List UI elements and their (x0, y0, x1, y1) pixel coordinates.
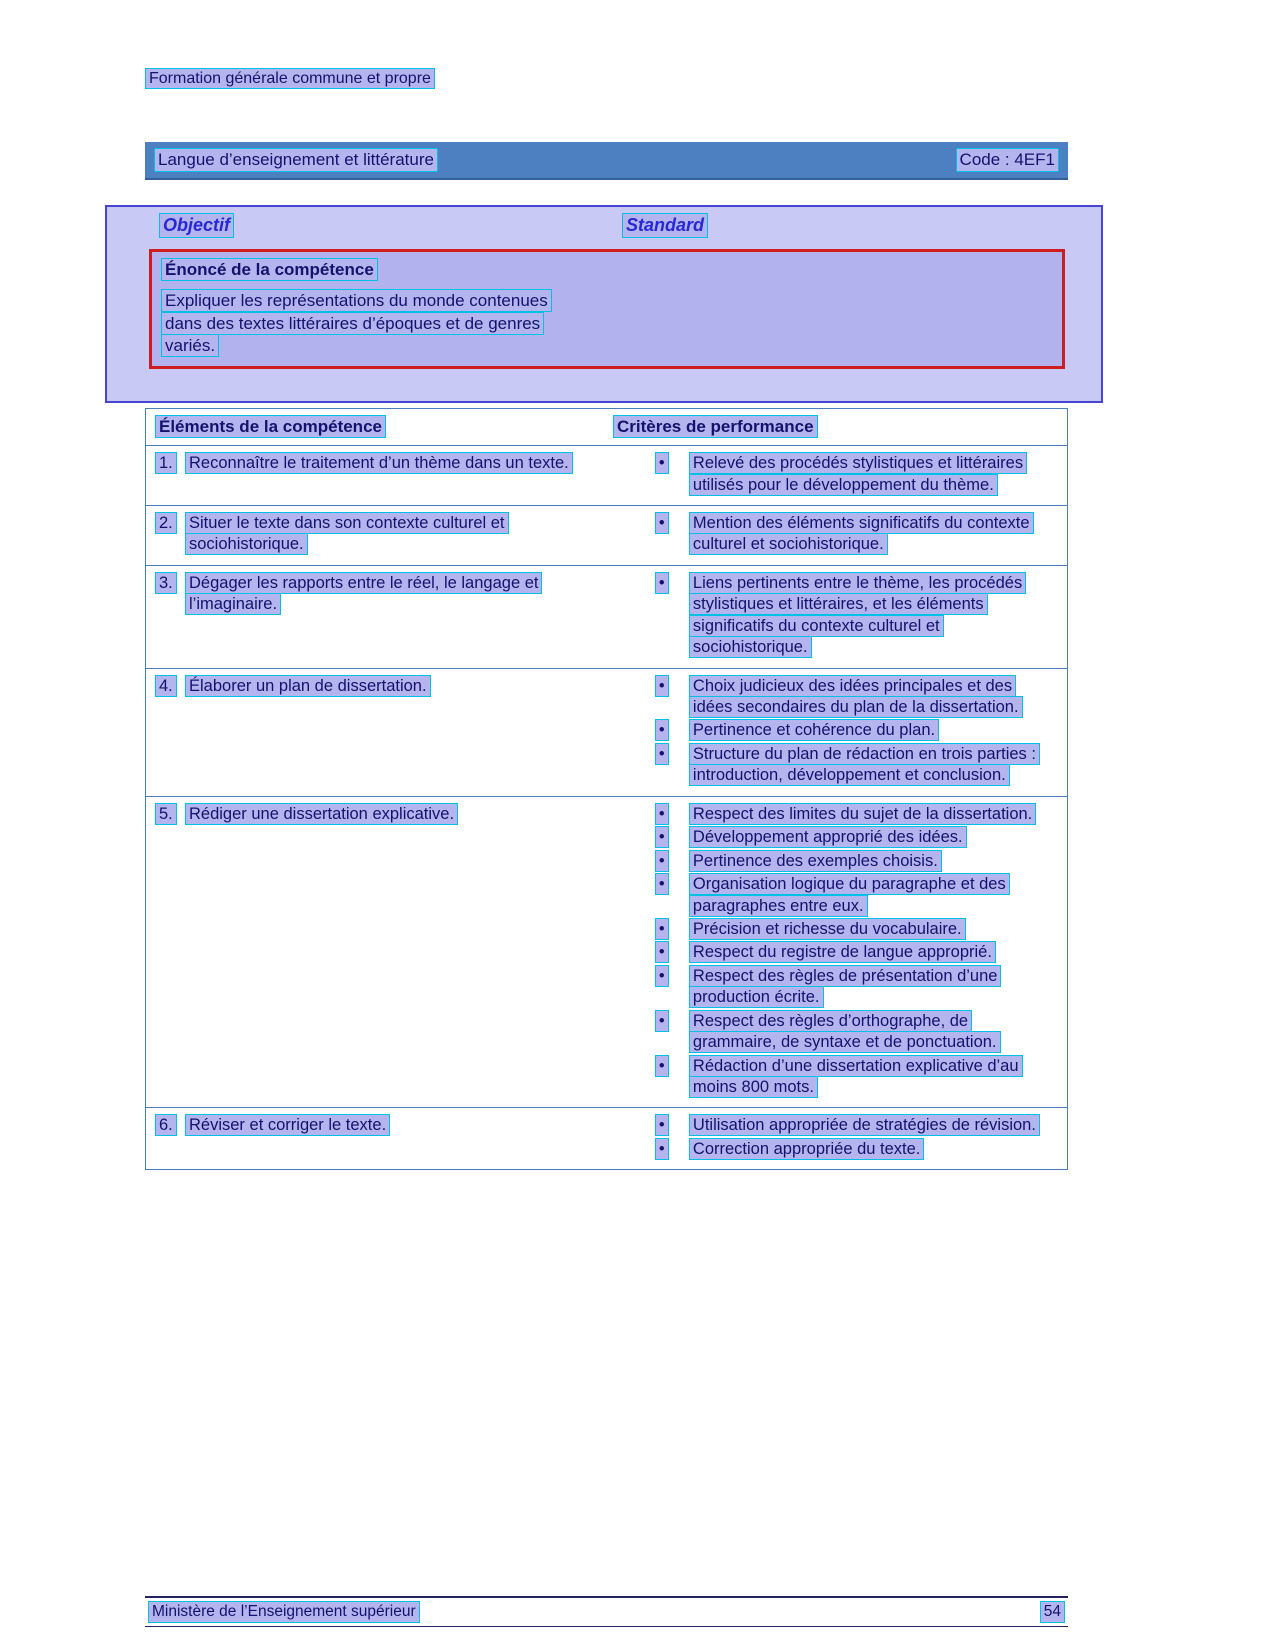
criterion-text: Correction appropriée du texte. (689, 1138, 924, 1160)
row-number: 2. (155, 512, 177, 534)
bullet-icon: • (655, 826, 669, 848)
table-row (146, 446, 1067, 506)
document-category (145, 70, 435, 88)
criterion-item (650, 513, 1067, 556)
criterion-item (650, 1056, 1067, 1099)
enonce-text: Expliquer les représentations du monde contenues dans des textes littéraires d’époques et de genres variés. (161, 289, 552, 357)
table-row (146, 797, 1067, 1109)
objectif-standard-section (105, 205, 1103, 403)
standard-heading: Standard (622, 213, 708, 238)
bullet-icon: • (655, 803, 669, 825)
element-text: Reconnaître le traitement d’un thème dans un texte. (185, 452, 573, 474)
row-number: 4. (155, 675, 177, 697)
criterion-item (650, 851, 1067, 872)
criterion-text: Précision et richesse du vocabulaire. (689, 918, 966, 940)
row-number: 3. (155, 572, 177, 594)
criterion-text: Rédaction d’une dissertation explicative d’au moins 800 mots. (689, 1055, 1023, 1098)
criterion-text: Choix judicieux des idées principales et des idées secondaires du plan de la dissertation. (689, 675, 1023, 718)
bullet-icon: • (655, 1010, 669, 1032)
element-cell (146, 1108, 650, 1169)
table-row (146, 1108, 1067, 1169)
bullet-icon: • (655, 850, 669, 872)
criterion-text: Utilisation appropriée de stratégies de révision. (689, 1114, 1040, 1136)
element-text: Dégager les rapports entre le réel, le langage et l’imaginaire. (185, 572, 542, 615)
elements-column-header: Éléments de la compétence (155, 415, 386, 438)
bullet-icon: • (655, 918, 669, 940)
objectif-heading: Objectif (159, 213, 234, 238)
criteres-column-header: Critères de performance (613, 415, 818, 438)
criteres-column-header-cell (613, 416, 1067, 438)
criterion-text: Respect des règles d’orthographe, de grammaire, de syntaxe et de ponctuation. (689, 1010, 1001, 1053)
criterion-item (650, 573, 1067, 659)
bullet-icon: • (655, 572, 669, 594)
criterion-text: Respect des limites du sujet de la dissertation. (689, 803, 1036, 825)
header-bar (145, 142, 1068, 180)
bullet-icon: • (655, 1114, 669, 1136)
criterion-item (650, 966, 1067, 1009)
enonce-title-row (161, 259, 1053, 281)
enonce-title: Énoncé de la compétence (161, 258, 378, 281)
criterion-text: Développement approprié des idées. (689, 826, 967, 848)
criterion-item (650, 744, 1067, 787)
criterion-item (650, 1011, 1067, 1054)
criterion-item (650, 720, 1067, 741)
criterion-item (650, 1115, 1067, 1136)
element-text: Élaborer un plan de dissertation. (185, 675, 431, 697)
row-number: 6. (155, 1114, 177, 1136)
criterion-item (650, 804, 1067, 825)
competence-table (145, 408, 1068, 1170)
enonce-box (149, 249, 1065, 369)
bullet-icon: • (655, 452, 669, 474)
page-number: 54 (1040, 1601, 1065, 1623)
row-number: 5. (155, 803, 177, 825)
element-cell (146, 669, 650, 796)
element-cell (146, 506, 650, 565)
bullet-icon: • (655, 512, 669, 534)
bullet-icon: • (655, 1138, 669, 1160)
criterion-text: Relevé des procédés stylistiques et littéraires utilisés pour le développement du thème. (689, 452, 1027, 495)
criterion-text: Structure du plan de rédaction en trois parties : introduction, développement et conclusion. (689, 743, 1040, 786)
criterion-item (650, 1139, 1067, 1160)
bullet-icon: • (655, 1055, 669, 1077)
element-cell (146, 446, 650, 505)
page-footer (145, 1596, 1068, 1627)
bullet-icon: • (655, 719, 669, 741)
discipline-title: Langue d’enseignement et littérature (154, 148, 438, 172)
bullet-icon: • (655, 965, 669, 987)
row-number: 1. (155, 452, 177, 474)
criterion-text: Pertinence et cohérence du plan. (689, 719, 939, 741)
bullet-icon: • (655, 873, 669, 895)
criterion-text: Respect des règles de présentation d’une production écrite. (689, 965, 1002, 1008)
table-header-row (146, 409, 1067, 446)
criteria-cell (650, 669, 1067, 796)
enonce-paragraph (161, 290, 573, 357)
criterion-item (650, 942, 1067, 963)
table-row (146, 669, 1067, 797)
criterion-item (650, 453, 1067, 496)
footer-ministry: Ministère de l’Enseignement supérieur (148, 1601, 420, 1623)
criteria-cell (650, 446, 1067, 505)
element-cell (146, 566, 650, 668)
document-category-label: Formation générale commune et propre (145, 68, 435, 89)
criterion-text: Pertinence des exemples choisis. (689, 850, 942, 872)
criteria-cell (650, 566, 1067, 668)
bullet-icon: • (655, 675, 669, 697)
criteria-cell (650, 797, 1067, 1108)
criterion-text: Respect du registre de langue approprié. (689, 941, 996, 963)
element-text: Réviser et corriger le texte. (185, 1114, 390, 1136)
bullet-icon: • (655, 743, 669, 765)
elements-column-header-cell (146, 416, 613, 438)
criteria-cell (650, 506, 1067, 565)
criteria-cell (650, 1108, 1067, 1169)
criterion-text: Mention des éléments significatifs du contexte culturel et sociohistorique. (689, 512, 1034, 555)
criterion-text: Liens pertinents entre le thème, les procédés stylistiques et littéraires, et les éléments significatifs du contexte culturel et sociohistorique. (689, 572, 1026, 658)
element-text: Situer le texte dans son contexte culturel et sociohistorique. (185, 512, 509, 555)
criterion-item (650, 676, 1067, 719)
criterion-text: Organisation logique du paragraphe et des paragraphes entre eux. (689, 873, 1010, 916)
criterion-item (650, 827, 1067, 848)
course-code: Code : 4EF1 (956, 148, 1059, 172)
element-cell (146, 797, 650, 1108)
table-row (146, 506, 1067, 566)
element-text: Rédiger une dissertation explicative. (185, 803, 458, 825)
bullet-icon: • (655, 941, 669, 963)
criterion-item (650, 874, 1067, 917)
table-row (146, 566, 1067, 669)
criterion-item (650, 919, 1067, 940)
